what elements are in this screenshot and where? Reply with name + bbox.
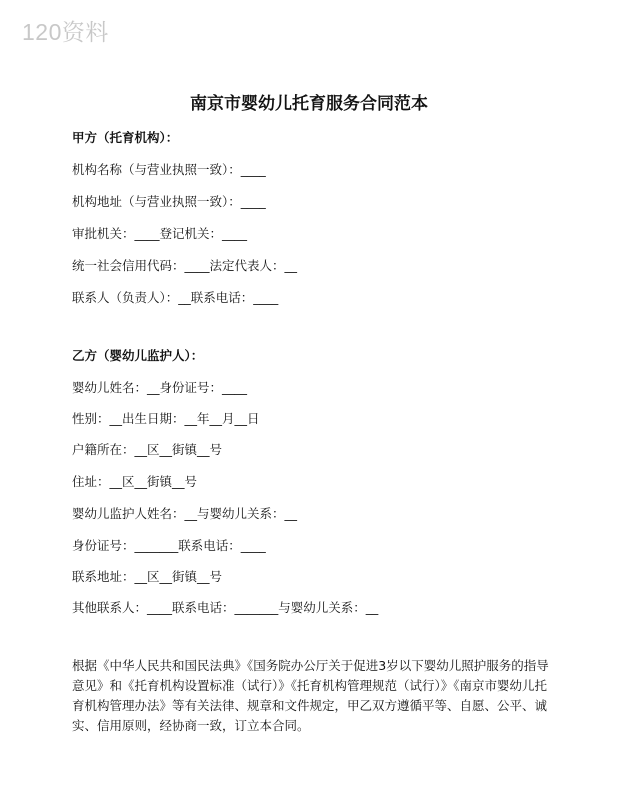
- party-a-line: 审批机关：____登记机关：____: [72, 226, 248, 241]
- party-b-line: 其他联系人：____联系电话：_______与婴幼儿关系：__: [72, 600, 379, 615]
- party-b-line: 户籍所在：__区__街镇__号: [72, 442, 223, 457]
- party-a-heading: 甲方（托育机构）：: [72, 130, 179, 145]
- party-b-line: 住址：__区__街镇__号: [72, 474, 198, 489]
- party-b-line: 联系地址：__区__街镇__号: [72, 569, 223, 584]
- document-title: 南京市婴幼儿托育服务合同范本: [190, 94, 428, 114]
- party-b-line: 身份证号：_______联系电话：____: [72, 538, 266, 553]
- party-a-line: 机构地址（与营业执照一致）：____: [72, 194, 266, 209]
- party-a-line: 统一社会信用代码：____法定代表人：__: [72, 258, 298, 273]
- party-b-line: 婴幼儿姓名：__身份证号：____: [72, 380, 248, 395]
- intro-paragraph: 根据《中华人民共和国民法典》《国务院办公厅关于促进3岁以下婴幼儿照护服务的指导意见》和《托育机构设置标准（试行）》《托育机构管理规范（试行）》《南京市婴幼儿托育机构管理办法》等有关法律、规章和文件规定，甲乙双方遵循平等、自愿、公平、诚实、信用原则，经协商一致，订立本合同。: [72, 658, 549, 733]
- party-b-heading: 乙方（婴幼儿监护人）：: [72, 348, 204, 363]
- party-b-line: 性别：__出生日期：__年__月__日: [72, 411, 260, 426]
- watermark: 120资料: [22, 19, 109, 45]
- party-a-line: 机构名称（与营业执照一致）：____: [72, 162, 266, 177]
- party-b-line: 婴幼儿监护人姓名：__与婴幼儿关系：__: [72, 506, 298, 521]
- party-a-line: 联系人（负责人）：__联系电话：____: [72, 290, 279, 305]
